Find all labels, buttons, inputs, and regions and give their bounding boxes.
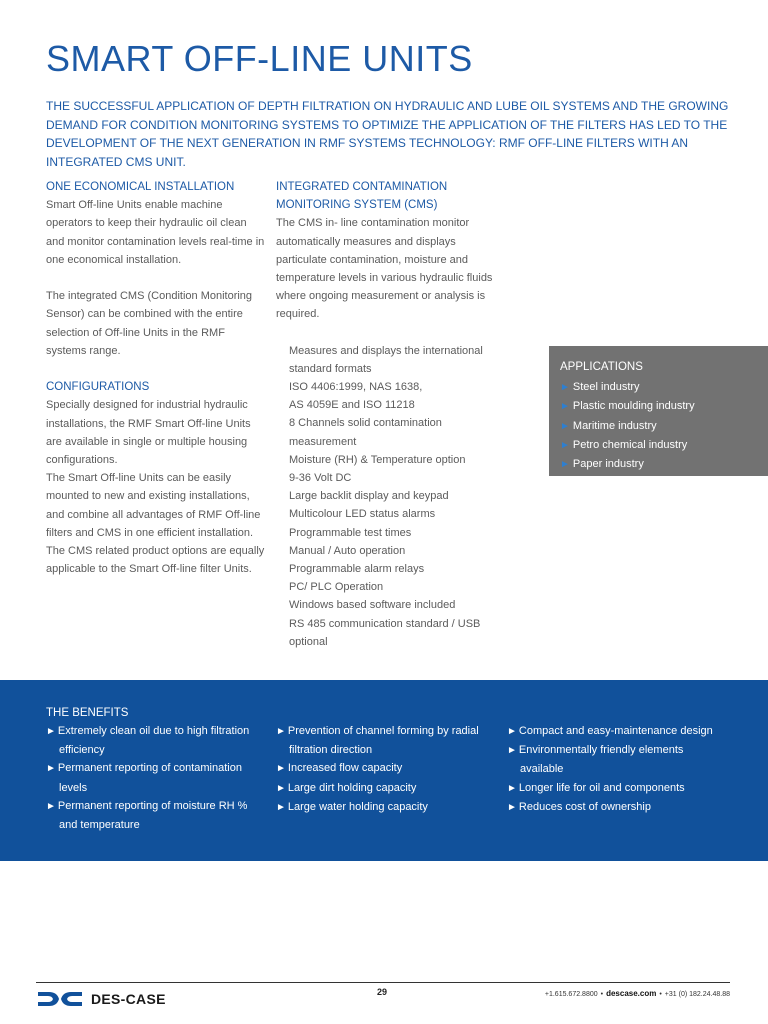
benefit-item: ► Reduces cost of ownership (507, 800, 651, 813)
benefit-item: ► Large water holding capacity (276, 800, 428, 813)
configurations-paragraph: Specially designed for industrial hydraulic installations, the RMF Smart Off-line Units are available in single or multiple housing configurations. (46, 399, 251, 467)
cms-heading: INTEGRATED CONTAMINATION MONITORING SYSTEM (CMS) (276, 181, 448, 212)
cms-description: The CMS in- line contamination monitor automatically measures and displays particulate contamination, moisture and temperature levels in various hydraulic fluids where ongoing measurement or analysis is required. (276, 217, 493, 321)
left-column (46, 178, 266, 578)
benefits-column-1 (46, 722, 256, 834)
application-item: ► Maritime industry (560, 419, 657, 432)
phone-eu: +31 (0) 182.24.48.88 (664, 991, 730, 998)
feature-item: Moisture (RH) & Temperature option (289, 453, 466, 466)
feature-item: 9-36 Volt DC (289, 472, 352, 485)
feature-item: Large backlit display and keypad (289, 490, 449, 503)
phone-us: +1.615.672.8800 (544, 991, 598, 998)
middle-column (276, 178, 496, 651)
arrow-right-icon: ► (560, 439, 570, 451)
feature-item: 8 Channels solid contamination measurement (289, 417, 442, 448)
benefit-item: ► Increased flow capacity (276, 762, 403, 775)
application-item: ► Steel industry (560, 381, 640, 394)
arrow-right-icon: ► (276, 763, 286, 775)
feature-item: PC/ PLC Operation (289, 581, 384, 594)
arrow-right-icon: ► (507, 726, 517, 737)
mounting-paragraph: The Smart Off-line Units can be easily mounted to new and existing installations, and combine all advantages of RMF Off-line filters and CMS in one efficient installation. The CMS related product options are equally applicable to the Smart Off-line filter Units. (46, 472, 265, 576)
arrow-right-icon: ► (560, 420, 570, 432)
feature-item: Multicolour LED status alarms (289, 508, 436, 521)
footer-divider (36, 982, 730, 983)
arrow-right-icon: ► (276, 801, 286, 813)
arrow-right-icon: ► (46, 763, 56, 775)
website-link[interactable]: descase.com (606, 989, 657, 998)
feature-item: Programmable test times (289, 526, 412, 539)
feature-item: ISO 4406:1999, NAS 1638, (289, 381, 423, 394)
arrow-right-icon: ► (46, 800, 56, 812)
benefit-item: ► Compact and easy-maintenance design (507, 725, 713, 737)
arrow-right-icon: ► (276, 726, 286, 737)
arrow-right-icon: ► (560, 459, 570, 471)
arrow-right-icon: ► (507, 801, 517, 813)
des-case-logo-icon (37, 990, 83, 1008)
benefit-item: ► Permanent reporting of contamination levels (46, 762, 242, 794)
installation-paragraph: Smart Off-line Units enable machine operators to keep their hydraulic oil clean and monitor contamination levels real-time in one economical installation. (46, 199, 265, 266)
arrow-right-icon: ► (507, 782, 517, 794)
benefit-item: ► Permanent reporting of moisture RH % and temperature (46, 799, 248, 832)
applications-title: APPLICATIONS (560, 361, 643, 373)
brand-name: DES-CASE (91, 991, 166, 1007)
feature-item: AS 4059E and ISO 11218 (289, 399, 415, 412)
installation-heading: ONE ECONOMICAL INSTALLATION (46, 181, 235, 193)
page-number: 29 (377, 987, 388, 997)
cms-paragraph: The integrated CMS (Condition Monitoring Sensor) can be combined with the entire selection of Off-line Units in the RMF systems range. (46, 290, 253, 357)
feature-item: Programmable alarm relays (289, 563, 425, 576)
des-case-logo (37, 988, 166, 1010)
applications-box (549, 346, 768, 476)
application-item: ► Plastic moulding industry (560, 400, 695, 413)
features-list (276, 342, 496, 651)
benefits-column-3 (507, 722, 717, 817)
benefit-item: ► Extremely clean oil due to high filtration efficiency (46, 725, 250, 757)
contact-info: +1.615.672.8800 • descase.com • +31 (0) 182.24.48.88 (544, 989, 730, 998)
benefit-item: ► Environmentally friendly elements available (507, 744, 684, 776)
arrow-right-icon: ► (560, 401, 570, 413)
feature-item: Windows based software included (289, 599, 456, 612)
intro-paragraph: THE SUCCESSFUL APPLICATION OF DEPTH FILTRATION ON HYDRAULIC AND LUBE OIL SYSTEMS AND THE GROWING DEMAND FOR CONDITION MONITORING SYSTEMS TO OPTIMIZE THE APPLICATION OF THE FILTERS HAS LED TO THE DEVELOPMENT OF THE NEXT GENERATION IN RMF SYSTEMS TECHNOLOGY: RMF OFF-LINE FILTERS WITH AN INTEGRATED CMS UNIT. (46, 99, 729, 169)
application-item: ► Petro chemical industry (560, 438, 688, 451)
benefit-item: ► Large dirt holding capacity (276, 781, 417, 794)
page-title: SMART OFF-LINE UNITS (46, 38, 473, 79)
feature-item: Measures and displays the international standard formats (289, 344, 483, 375)
arrow-right-icon: ► (560, 382, 570, 394)
benefit-item: ► Prevention of channel forming by radial filtration direction (276, 725, 479, 757)
application-item: ► Paper industry (560, 458, 644, 471)
feature-item: RS 485 communication standard / USB optional (289, 617, 481, 648)
arrow-right-icon: ► (276, 782, 286, 794)
arrow-right-icon: ► (507, 745, 517, 757)
benefit-item: ► Longer life for oil and components (507, 781, 685, 794)
benefits-title: THE BENEFITS (46, 707, 129, 719)
configurations-heading: CONFIGURATIONS (46, 381, 150, 394)
feature-item: Manual / Auto operation (289, 544, 406, 557)
benefits-band (0, 680, 768, 861)
benefits-column-2 (276, 722, 486, 817)
arrow-right-icon: ► (46, 726, 56, 737)
